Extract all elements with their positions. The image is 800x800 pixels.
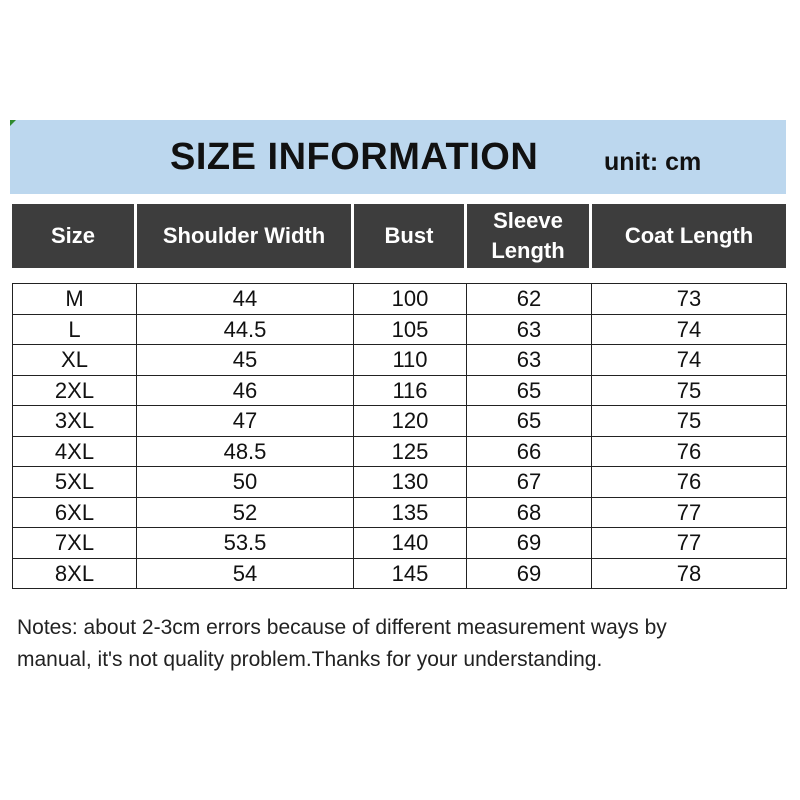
cell-sleeve-length: 66 [467, 436, 592, 467]
unit-label: unit: cm [604, 148, 702, 176]
notes [17, 612, 789, 676]
header-sleeve-length [467, 204, 589, 268]
size-table [12, 283, 787, 589]
notes-line-1: Notes: about 2-3cm errors because of different measurement ways by [17, 616, 667, 639]
cell-shoulder-width: 52 [137, 497, 354, 528]
cell-size: 5XL [13, 467, 137, 498]
cell-sleeve-length: 65 [467, 375, 592, 406]
header-bust: Bust [354, 204, 464, 268]
cell-bust: 130 [354, 467, 467, 498]
cell-shoulder-width: 46 [137, 375, 354, 406]
cell-bust: 120 [354, 406, 467, 437]
cell-bust: 135 [354, 497, 467, 528]
notes-line-2: manual, it's not quality problem.Thanks for your understanding. [17, 648, 603, 671]
cell-coat-length: 74 [592, 345, 787, 376]
cell-size: 7XL [13, 528, 137, 559]
cell-size: XL [13, 345, 137, 376]
cell-bust: 125 [354, 436, 467, 467]
cell-coat-length: 77 [592, 528, 787, 559]
header-size: Size [12, 204, 134, 268]
cell-coat-length: 78 [592, 558, 787, 589]
table-row [13, 314, 787, 345]
cell-coat-length: 76 [592, 436, 787, 467]
cell-sleeve-length: 63 [467, 345, 592, 376]
cell-coat-length: 73 [592, 284, 787, 315]
cell-bust: 100 [354, 284, 467, 315]
cell-shoulder-width: 54 [137, 558, 354, 589]
table-row [13, 406, 787, 437]
cell-size: L [13, 314, 137, 345]
cell-sleeve-length: 69 [467, 528, 592, 559]
cell-sleeve-length: 69 [467, 558, 592, 589]
cell-size: 4XL [13, 436, 137, 467]
cell-sleeve-length: 63 [467, 314, 592, 345]
header-sleeve-line2: Length [491, 238, 565, 263]
table-row [13, 375, 787, 406]
cell-size: M [13, 284, 137, 315]
cell-coat-length: 74 [592, 314, 787, 345]
table-row [13, 345, 787, 376]
header-sleeve-line1: Sleeve [493, 208, 563, 233]
table-row [13, 558, 787, 589]
cell-shoulder-width: 44 [137, 284, 354, 315]
cell-shoulder-width: 50 [137, 467, 354, 498]
cell-coat-length: 75 [592, 375, 787, 406]
cell-bust: 145 [354, 558, 467, 589]
cell-bust: 116 [354, 375, 467, 406]
cell-sleeve-length: 67 [467, 467, 592, 498]
cell-size: 8XL [13, 558, 137, 589]
table-row [13, 436, 787, 467]
cell-size: 2XL [13, 375, 137, 406]
cell-shoulder-width: 48.5 [137, 436, 354, 467]
cell-size: 3XL [13, 406, 137, 437]
cell-coat-length: 76 [592, 467, 787, 498]
cell-sleeve-length: 68 [467, 497, 592, 528]
size-table-body [13, 284, 787, 589]
cell-bust: 110 [354, 345, 467, 376]
cell-sleeve-length: 62 [467, 284, 592, 315]
header-shoulder-width: Shoulder Width [137, 204, 351, 268]
cell-shoulder-width: 44.5 [137, 314, 354, 345]
cell-coat-length: 75 [592, 406, 787, 437]
table-row [13, 284, 787, 315]
cell-bust: 140 [354, 528, 467, 559]
table-row [13, 497, 787, 528]
cell-coat-length: 77 [592, 497, 787, 528]
table-row [13, 528, 787, 559]
cell-bust: 105 [354, 314, 467, 345]
cell-shoulder-width: 53.5 [137, 528, 354, 559]
cell-size: 6XL [13, 497, 137, 528]
page-title: SIZE INFORMATION [170, 136, 539, 178]
cell-shoulder-width: 45 [137, 345, 354, 376]
header-coat-length: Coat Length [592, 204, 786, 268]
table-row [13, 467, 787, 498]
corner-mark [10, 120, 16, 126]
cell-sleeve-length: 65 [467, 406, 592, 437]
cell-shoulder-width: 47 [137, 406, 354, 437]
